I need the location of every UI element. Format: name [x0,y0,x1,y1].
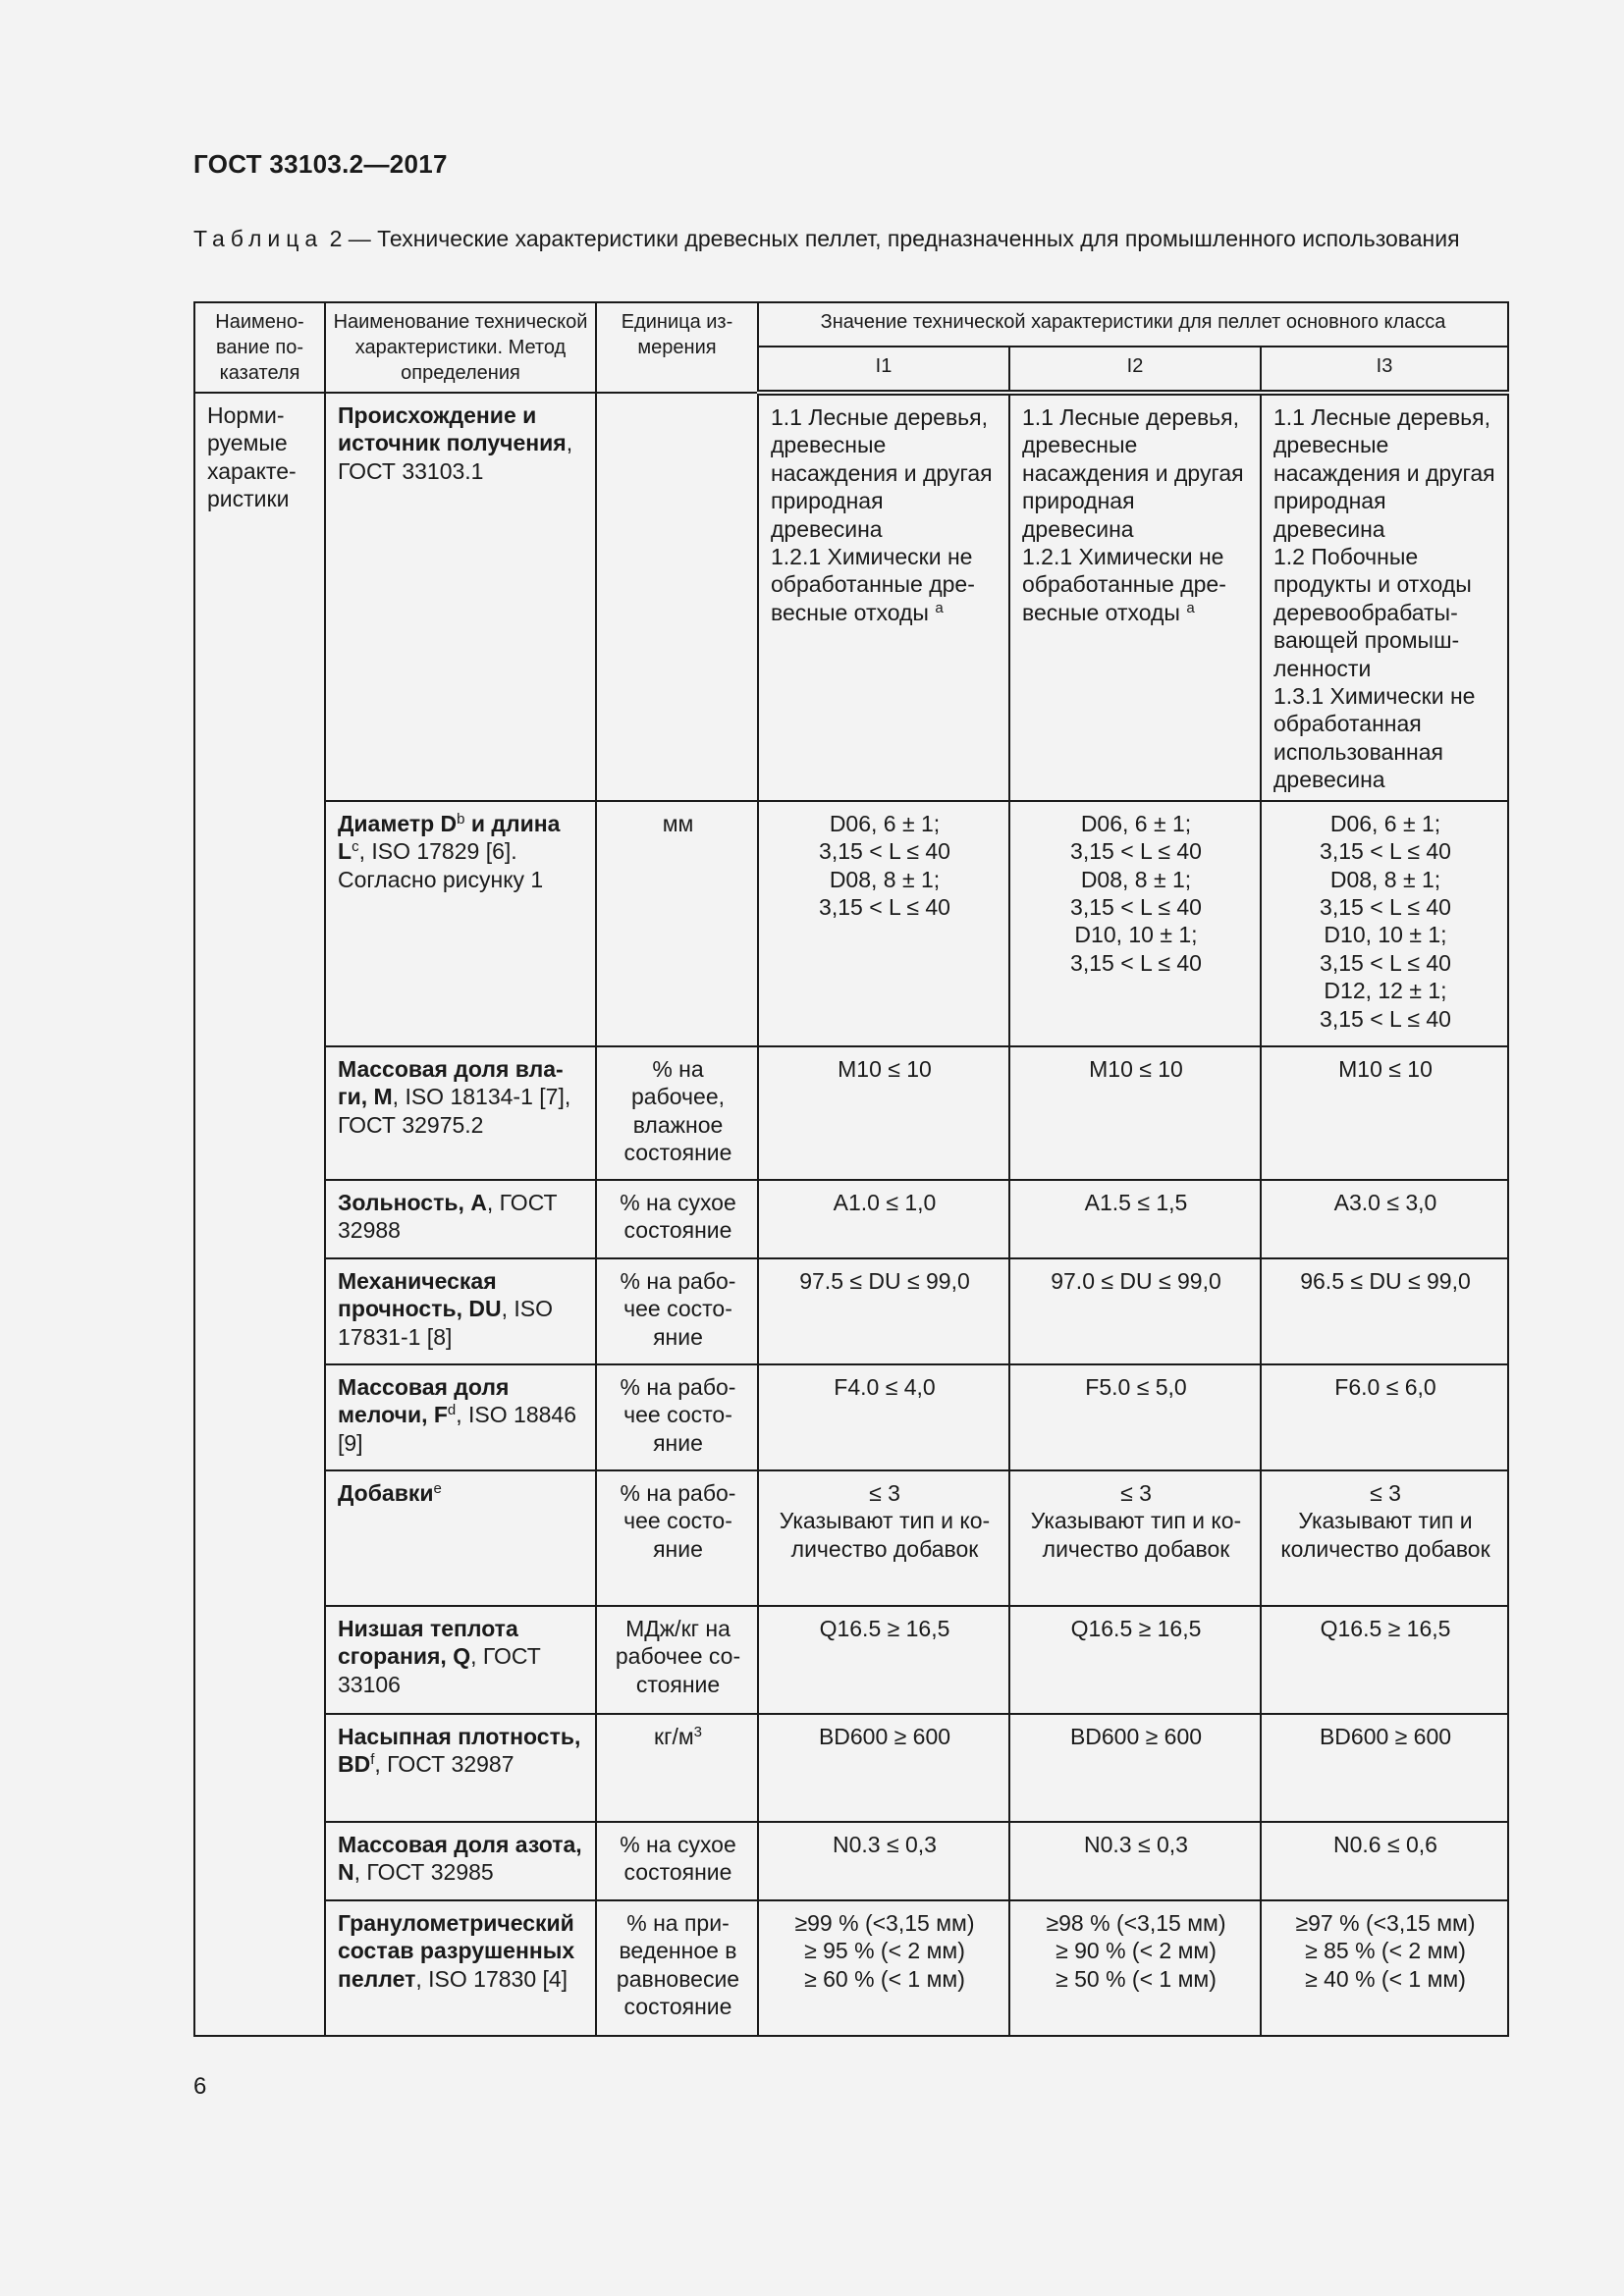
unit-text: % на сухое состояние [620,1189,736,1244]
value-text: M10 ≤ 10 [1338,1055,1433,1082]
head-unit: Единица измерения [596,302,758,393]
value-cell-i1 [758,1822,1009,1900]
value-text: A1.0 ≤ 1,0 [833,1189,937,1215]
name-part-name-rest: , ISO 17831-1 [8] [338,1296,554,1350]
value-cell-i3 [1261,1714,1508,1822]
caption-text: 2 — Технические характеристики древесных пеллет, предназначенных для промышленного использования [323,226,1460,251]
table-head [194,302,1508,393]
unit-text: % на рабочее состояние [620,1267,736,1350]
value-cell-i2 [1009,801,1261,1046]
value-cell-i3 [1261,1900,1508,2036]
value-cell-i3 [1261,1258,1508,1364]
value-cell-i1 [758,1606,1009,1714]
name-part-name-bold2: и длина L [338,810,561,865]
table-row [194,1606,1508,1714]
name-part-name-rest: , ГОСТ 32987 [374,1751,514,1778]
characteristic-name-cell [325,1258,596,1364]
table-body [194,393,1508,2036]
head-indicator-name: Наименование показателя [194,302,325,393]
name-part-name-bold: Массовая доля мелочи, F [338,1373,510,1428]
page-number: 6 [193,2073,207,2100]
value-text: ≥99 % (<3,15 мм) ≥ 95 % (< 2 мм) ≥ 60 % (< 1 мм) [794,1909,975,1992]
value-text: M10 ≤ 10 [838,1055,932,1082]
unit-cell [596,1900,758,2036]
table-row [194,1046,1508,1180]
name-part-name-rest: , ГОСТ 32985 [353,1859,494,1886]
value-cell-i3 [1261,1822,1508,1900]
value-cell-i1 [758,1046,1009,1180]
table-row [194,1470,1508,1606]
value-cell-i2 [1009,1714,1261,1822]
characteristic-name-cell [325,1364,596,1470]
value-text: A3.0 ≤ 3,0 [1333,1189,1437,1215]
value-cell-i1 [758,1258,1009,1364]
head-values: Значение технической характеристики для пеллет основного класса [758,302,1508,347]
unit-cell [596,1714,758,1822]
head-class-i3: I3 [1261,347,1508,393]
name-part-name-rest: , ISO 17829 [6]. Согласно рисунку 1 [338,838,544,892]
value-text: F5.0 ≤ 5,0 [1085,1373,1187,1400]
value-text: BD600 ≥ 600 [818,1723,951,1749]
value-cell-i2 [1009,1822,1261,1900]
value-text: Q16.5 ≥ 16,5 [819,1615,950,1641]
name-part-name-rest: , ISO 18846 [9] [338,1402,577,1456]
value-cell-i3 [1261,801,1508,1046]
characteristic-name-cell [325,1046,596,1180]
characteristic-name-cell [325,1606,596,1714]
unit-cell [596,1046,758,1180]
table-row [194,801,1508,1046]
unit-text: МДж/кг на рабочее состояние [615,1615,741,1697]
value-cell-i2 [1009,1258,1261,1364]
unit-cell [596,801,758,1046]
table-row [194,1822,1508,1900]
characteristic-name-cell [325,1822,596,1900]
value-text: N0.6 ≤ 0,6 [1333,1831,1437,1857]
value-text: 97.5 ≤ DU ≤ 99,0 [799,1267,970,1294]
value-text: N0.3 ≤ 0,3 [1084,1831,1188,1857]
head-characteristic-name: Наименование технической характеристики. Метод определения [325,302,596,393]
value-text: F4.0 ≤ 4,0 [834,1373,936,1400]
characteristic-name-cell [325,1900,596,2036]
unit-text: % на рабочее, влажное состояние [623,1055,732,1165]
value-superscript: a [1186,599,1195,616]
value-cell-i1 [758,393,1009,801]
value-cell-i1 [758,1900,1009,2036]
name-part-name-sup1: d [447,1402,457,1419]
value-text: ≤ 3 Указывают тип и количество добавок [779,1479,991,1562]
name-part-name-bold: Зольность, А [338,1189,487,1215]
name-part-name-bold: Массовая доля влаги, М [338,1055,564,1110]
value-text: F6.0 ≤ 6,0 [1334,1373,1436,1400]
unit-text: мм [662,810,694,836]
table-row [194,1364,1508,1470]
table-row [194,1714,1508,1822]
value-cell-i2 [1009,393,1261,801]
value-text: N0.3 ≤ 0,3 [833,1831,937,1857]
value-cell-i2 [1009,1900,1261,2036]
unit-text: % на рабочее состояние [620,1479,736,1562]
value-text: 1.1 Лесные деревья, древесные насаждения и другая природная древесина 1.2 Побочные продукты и отходы деревообрабатывающей промышленности 1.3.1 Химически не обработанная использованная древесина [1273,404,1495,793]
value-text: D06, 6 ± 1; 3,15 < L ≤ 40 D08, 8 ± 1; 3,15 < L ≤ 40 [819,810,950,920]
unit-superscript: 3 [693,1723,702,1740]
value-cell-i3 [1261,393,1508,801]
table-row [194,1180,1508,1258]
name-part-name-bold: Низшая теплота сгорания, Q [338,1615,518,1670]
name-part-name-bold: Гранулометрический состав разрушенных пеллет [338,1909,575,1992]
value-cell-i3 [1261,1606,1508,1714]
unit-cell [596,1258,758,1364]
table-row [194,1900,1508,2036]
name-part-name-sup1: b [457,810,465,828]
name-part-name-bold: Диаметр D [338,810,458,836]
name-part-name-bold: Механическая прочность, DU [338,1267,502,1322]
unit-cell [596,1470,758,1606]
characteristic-name-cell [325,801,596,1046]
value-cell-i1 [758,1470,1009,1606]
value-cell-i3 [1261,1046,1508,1180]
table-row [194,1258,1508,1364]
name-part-name-rest: , ISO 17830 [4] [415,1965,568,1992]
value-text: M10 ≤ 10 [1089,1055,1183,1082]
name-part-name-sup1: f [370,1751,375,1769]
value-cell-i2 [1009,1046,1261,1180]
value-cell-i1 [758,1180,1009,1258]
document-code: ГОСТ 33103.2—2017 [193,149,448,179]
value-superscript: a [935,599,944,616]
value-cell-i3 [1261,1470,1508,1606]
unit-cell [596,393,758,801]
value-cell-i1 [758,801,1009,1046]
name-part-name-rest: , ГОСТ 32988 [338,1189,558,1244]
value-text: 1.1 Лесные деревья, древесные насаждения и другая природная древесина 1.2.1 Химически не обработанные древесные отходы [771,404,993,625]
value-cell-i2 [1009,1470,1261,1606]
unit-text: % на рабочее состояние [620,1373,736,1456]
head-class-i2: I2 [1009,347,1261,393]
spec-table [193,301,1509,2037]
name-part-name-bold: Массовая доля азота, N [338,1831,582,1886]
value-cell-i3 [1261,1180,1508,1258]
unit-cell [596,1822,758,1900]
value-text: D06, 6 ± 1; 3,15 < L ≤ 40 D08, 8 ± 1; 3,15 < L ≤ 40 D10, 10 ± 1; 3,15 < L ≤ 40 D12, 12 ± 1; 3,15 < L ≤ 40 [1320,810,1451,1032]
name-part-name-rest: , ГОСТ 33103.1 [338,430,573,484]
caption-prefix: Таблица [193,226,324,251]
value-text: D06, 6 ± 1; 3,15 < L ≤ 40 D08, 8 ± 1; 3,15 < L ≤ 40 D10, 10 ± 1; 3,15 < L ≤ 40 [1070,810,1202,976]
name-part-name-bold: Насыпная плотность, BD [338,1723,581,1778]
value-text: Q16.5 ≥ 16,5 [1070,1615,1202,1641]
unit-cell [596,1364,758,1470]
value-cell-i1 [758,1714,1009,1822]
value-text: ≤ 3 Указывают тип и количество добавок [1280,1479,1490,1562]
unit-text: % на приведенное в равновесие состояние [616,1909,740,2019]
table-row [194,393,1508,801]
head-class-i1: I1 [758,347,1009,393]
unit-text: % на сухое состояние [620,1831,736,1886]
value-text: BD600 ≥ 600 [1319,1723,1452,1749]
characteristic-name-cell [325,1470,596,1606]
characteristic-name-cell [325,1714,596,1822]
value-cell-i2 [1009,1180,1261,1258]
unit-cell [596,1180,758,1258]
characteristic-name-cell [325,393,596,801]
characteristic-name-cell [325,1180,596,1258]
value-cell-i3 [1261,1364,1508,1470]
value-text: ≤ 3 Указывают тип и количество добавок [1030,1479,1242,1562]
value-cell-i2 [1009,1606,1261,1714]
value-text: 1.1 Лесные деревья, древесные насаждения и другая природная древесина 1.2.1 Химически не обработанные древесные отходы [1022,404,1244,625]
name-part-name-bold: Добавки [338,1479,434,1506]
value-text: ≥98 % (<3,15 мм) ≥ 90 % (< 2 мм) ≥ 50 % (< 1 мм) [1046,1909,1226,1992]
name-part-name-sup2: c [352,838,359,856]
value-text: 96.5 ≤ DU ≤ 99,0 [1300,1267,1471,1294]
name-part-name-rest: , ISO 18134-1 [7], ГОСТ 32975.2 [338,1084,571,1138]
group-label-cell: Нормируемые характеристики [194,393,325,2036]
value-cell-i2 [1009,1364,1261,1470]
name-part-name-sup1: e [433,1479,442,1497]
value-text: ≥97 % (<3,15 мм) ≥ 85 % (< 2 мм) ≥ 40 % (< 1 мм) [1295,1909,1476,1992]
unit-text: кг/м [654,1723,694,1749]
name-part-name-rest: , ГОСТ 33106 [338,1643,541,1697]
name-part-name-bold: Происхождение и источник получения [338,402,567,456]
value-text: A1.5 ≤ 1,5 [1084,1189,1188,1215]
table-caption [193,224,1509,253]
value-text: 97.0 ≤ DU ≤ 99,0 [1051,1267,1221,1294]
value-cell-i1 [758,1364,1009,1470]
value-text: BD600 ≥ 600 [1069,1723,1203,1749]
value-text: Q16.5 ≥ 16,5 [1320,1615,1451,1641]
unit-cell [596,1606,758,1714]
